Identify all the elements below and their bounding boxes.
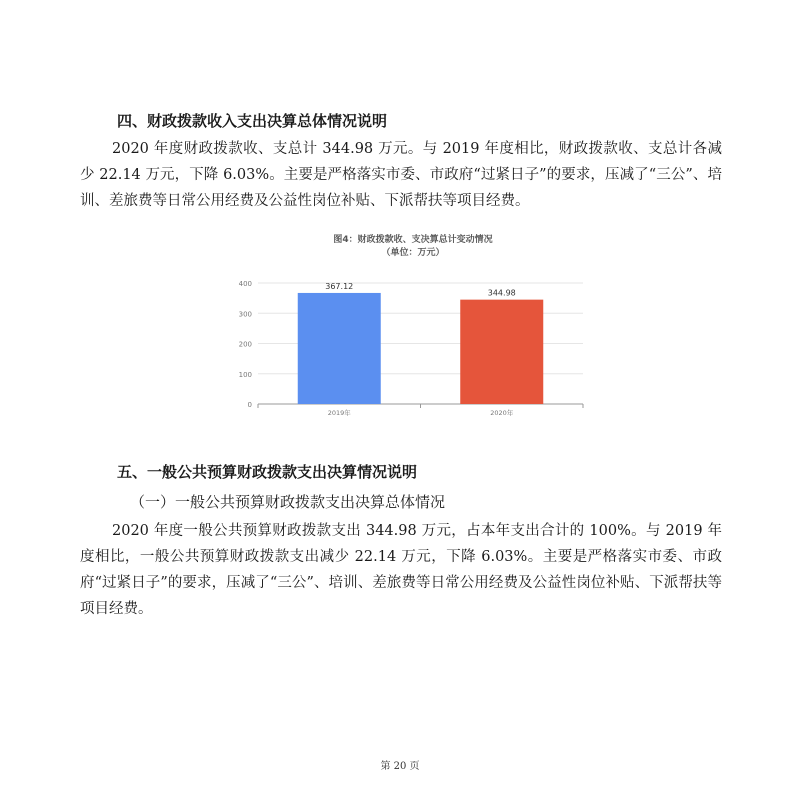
chart-title: 图4：财政拨款收、支决算总计变动情况 xyxy=(333,235,493,245)
chart-subtitle: （单位：万元） xyxy=(381,248,445,258)
section5-paragraph: 2020 年度一般公共预算财政拨款支出 344.98 万元，占本年支出合计的 100%。与 2019 年度相比，一般公共预算财政拨款支出减少 22.14 万元，下降 6.03%。主要是严格落实市委、市政府“过紧日子”的要求，压减了“三公”、培训、差旅费等日常公用经费及公益性岗位补贴、下派帮扶等项目经费。 xyxy=(80,523,722,617)
bar-value-label: 367.12 xyxy=(325,281,354,291)
bar-2019年 xyxy=(298,293,381,404)
y-tick-label: 0 xyxy=(247,401,252,409)
bar-value-label: 344.98 xyxy=(487,288,516,298)
section4-paragraph: 2020 年度财政拨款收、支总计 344.98 万元。与 2019 年度相比，财政拨款收、支总计各减少 22.14 万元，下降 6.03%。主要是严格落实市委、市政府“过紧日子”的要求，压减了“三公”、培训、差旅费等日常公用经费及公益性岗位补贴、下派帮扶等项目经费。 xyxy=(80,141,722,209)
x-tick-label: 2020年 xyxy=(490,409,514,417)
y-tick-label: 100 xyxy=(238,370,252,379)
y-tick-label: 400 xyxy=(238,280,252,288)
chart xyxy=(228,232,598,422)
section5-subheading: （一）一般公共预算财政拨款支出决算总体情况 xyxy=(130,493,446,511)
x-tick-label: 2019年 xyxy=(327,409,351,417)
bar-2020年 xyxy=(460,300,543,404)
page-number: 第 20 页 xyxy=(380,761,420,772)
y-tick-label: 200 xyxy=(238,340,252,349)
y-tick-label: 300 xyxy=(238,310,252,319)
bar-chart-svg xyxy=(228,232,598,422)
section5-heading: 五、一般公共预算财政拨款支出决算情况说明 xyxy=(117,463,418,481)
section4-heading: 四、财政拨款收入支出决算总体情况说明 xyxy=(117,112,388,130)
